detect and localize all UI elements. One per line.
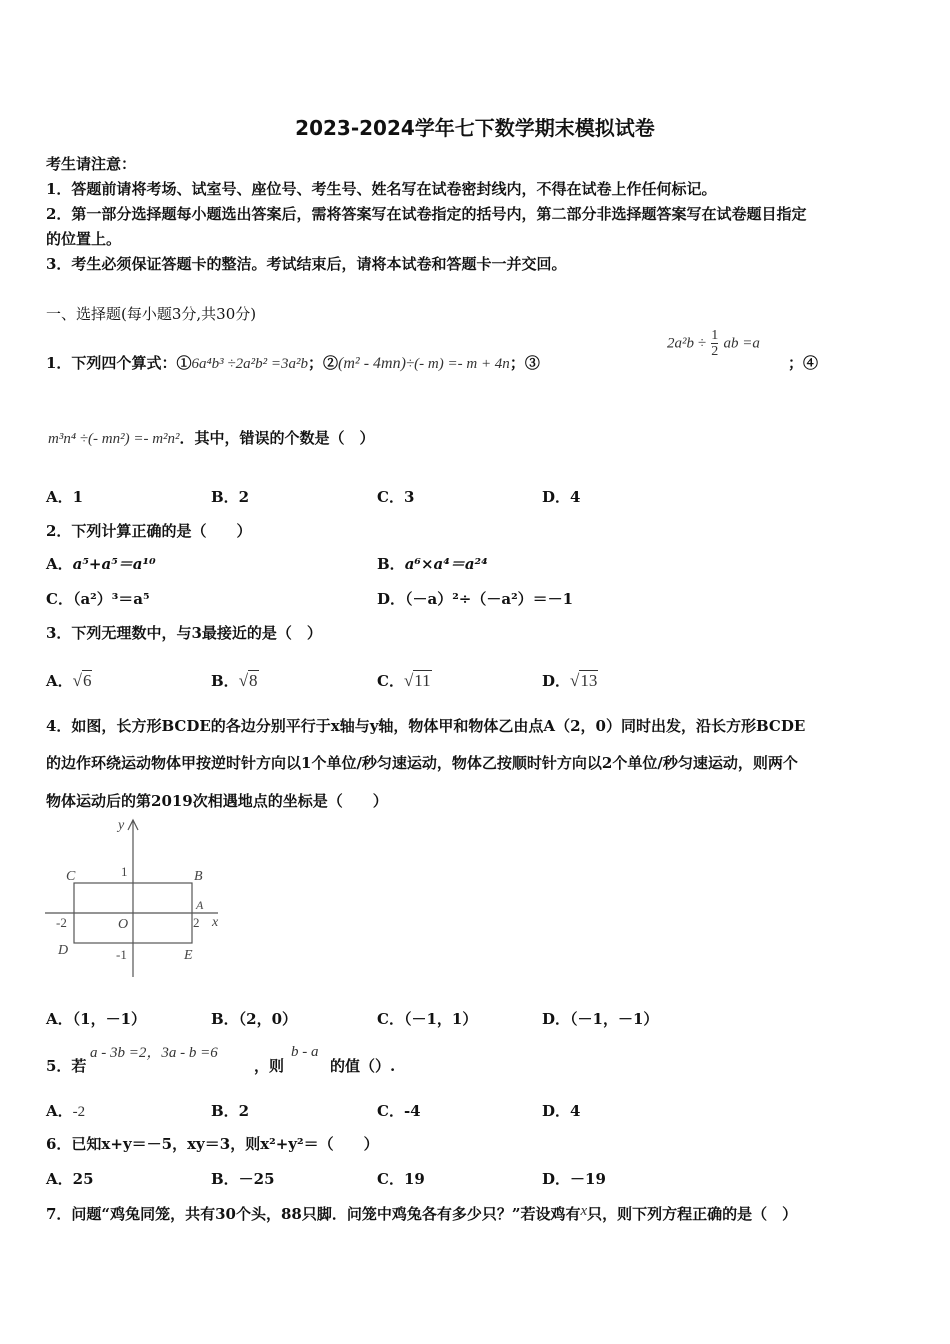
question-7-var: x [580,1203,588,1219]
formula-4: m³n⁴ ÷(- mn²) =- m²n² [48,431,180,447]
q2-option-c-text: （a²）³＝a⁵ [72,590,150,608]
question-5-mid: ，则 [254,1057,285,1075]
question-3-stem: 3．下列无理数中，与3最接近的是（ ） [46,624,322,642]
q3-option-a-label: A． [46,672,73,690]
q1-option-a[interactable]: A．1 [46,488,84,506]
question-2-stem: 2．下列计算正确的是（ ） [46,522,252,540]
coordinate-figure [40,812,240,982]
q5-option-b[interactable]: B．2 [211,1102,250,1120]
q4-option-a[interactable]: A．（1，－1） [46,1010,147,1028]
question-5-condition: a - 3b =2，3a - b =6 [90,1045,218,1061]
fraction-denominator: 2 [711,344,719,359]
question-7-pre: 7．问题“鸡兔同笼，共有30个头，88只脚．问笼中鸡兔各有多少只？”若设鸡有 [46,1205,581,1223]
q3-option-c-label: C． [377,672,404,690]
q3-radicand-c: 11 [414,671,431,690]
q1-option-b[interactable]: B．2 [211,488,250,506]
q6-option-a[interactable]: A．25 [46,1170,94,1188]
q4-option-c[interactable]: C．（－1，1） [377,1010,478,1028]
page-title: 2023-2024学年七下数学期末模拟试卷 [295,116,655,140]
q5-option-c[interactable]: C．-4 [377,1102,421,1120]
label-b: B [194,869,203,884]
q1-option-d[interactable]: D．4 [542,488,581,506]
q2-option-b-label: B． [377,555,405,573]
formula-3 [667,328,760,359]
question-5-post: 的值（）. [330,1057,396,1075]
tick-2: 2 [193,915,200,930]
q2-option-a[interactable] [46,553,156,574]
formula-1: 6a⁴b³ ÷2a²b² =3a²b [191,356,309,372]
sqrt-symbol: √ [570,671,580,690]
notice-item-2: 2．第一部分选择题每小题选出答案后，需将答案写在试卷指定的括号内，第二部分非选择题答案写在试卷题目指定 [46,205,807,223]
q5-option-a[interactable] [46,1100,85,1121]
question-4-line-3: 物体运动后的第2019次相遇地点的坐标是（ ） [46,792,388,810]
tick-neg2: -2 [56,915,67,930]
question-7-post: 只，则下列方程正确的是（ ） [587,1205,798,1223]
q3-option-c[interactable] [377,658,432,691]
notice-item-3: 3．考生必须保证答题卡的整洁。考试结束后，请将本试卷和答题卡一并交回。 [46,255,567,273]
tick-neg1: -1 [116,947,127,962]
q3-option-d-label: D． [542,672,571,690]
q2-option-d-text: （－a）²÷（－a²）＝－1 [405,590,574,608]
circle-1: ① [176,354,192,372]
q2-option-a-text: a⁵+a⁵＝a¹⁰ [72,555,156,573]
question-1-line-2 [48,427,375,448]
q5-option-d[interactable]: D．4 [542,1102,581,1120]
section-heading: 一、选择题(每小题3分,共30分) [46,305,257,323]
label-o: O [118,917,129,932]
question-4-line-1: 4．如图，长方形BCDE的各边分别平行于x轴与y轴，物体甲和物体乙由点A（2，0）同时出发，沿长方形BCDE [46,717,806,735]
notice-item-1: 1．答题前请将考场、试室号、座位号、考生号、姓名写在试卷密封线内，不得在试卷上作任何标记。 [46,180,717,198]
q3-option-a[interactable] [46,658,92,691]
question-7-stem [46,1203,797,1224]
label-x: x [212,915,219,930]
q5-option-a-label: A． [46,1102,73,1120]
q3-radicand-d: 13 [580,671,598,690]
formula-3b: ab =a [723,335,760,352]
question-1-intro [46,352,540,373]
fraction-numerator: 1 [711,328,719,343]
sqrt-symbol: √ [72,671,82,690]
label-y: y [118,818,125,833]
question-6-stem: 6．已知x+y＝－5，xy＝3，则x²+y²＝（ ） [46,1135,379,1153]
question-5-pre: 5．若 [46,1057,87,1075]
q6-option-d[interactable]: D．－19 [542,1170,606,1188]
question-1-tail: ．其中，错误的个数是（ ） [179,429,375,447]
fraction-one-half [711,328,718,359]
separator-4: ；④ [788,354,819,372]
notice-item-2-cont: 的位置上。 [46,230,122,248]
q2-option-d-label: D． [377,590,406,608]
question-5-target: b - a [291,1044,319,1060]
formula-2a: (m² - 4mn) [338,355,406,372]
label-a: A [196,898,204,912]
q4-option-b[interactable]: B．（2，0） [211,1010,298,1028]
label-c: C [66,869,76,884]
q6-option-b[interactable]: B．－25 [211,1170,275,1188]
q1-option-c[interactable]: C．3 [377,488,415,506]
q2-option-d[interactable] [377,588,573,609]
q3-option-b-label: B． [211,672,239,690]
q3-radicand-b: 8 [249,671,258,690]
q3-radicand-a: 6 [82,671,92,690]
q4-option-d[interactable]: D．（－1，－1） [542,1010,659,1028]
notice-heading: 考生请注意： [46,155,137,173]
label-e: E [184,948,193,963]
sqrt-symbol: √ [403,671,414,690]
q2-option-b[interactable] [377,553,488,574]
q3-option-b[interactable] [211,658,259,691]
question-1-intro-text: 1．下列四个算式： [46,354,177,372]
separator-2: ；② [308,354,339,372]
q6-option-c[interactable]: C．19 [377,1170,425,1188]
q2-option-a-label: A． [46,555,73,573]
q5-option-a-value: -2 [72,1104,86,1120]
q2-option-c[interactable] [46,588,150,609]
sqrt-symbol: √ [238,671,249,690]
formula-2b: ÷(- m) =- m + 4n [405,356,510,372]
q2-option-b-text: a⁶×a⁴＝a²⁴ [404,555,488,573]
tick-1: 1 [121,864,128,879]
q3-option-d[interactable] [542,658,598,691]
label-d: D [58,943,69,958]
q2-option-c-label: C． [46,590,73,608]
separator-3: ；③ [509,354,540,372]
formula-3a: 2a²b ÷ [667,335,706,352]
question-4-line-2: 的边作环绕运动物体甲按逆时针方向以1个单位/秒匀速运动，物体乙按顺时针方向以2个单位/秒匀速运动，则两个 [46,754,798,772]
